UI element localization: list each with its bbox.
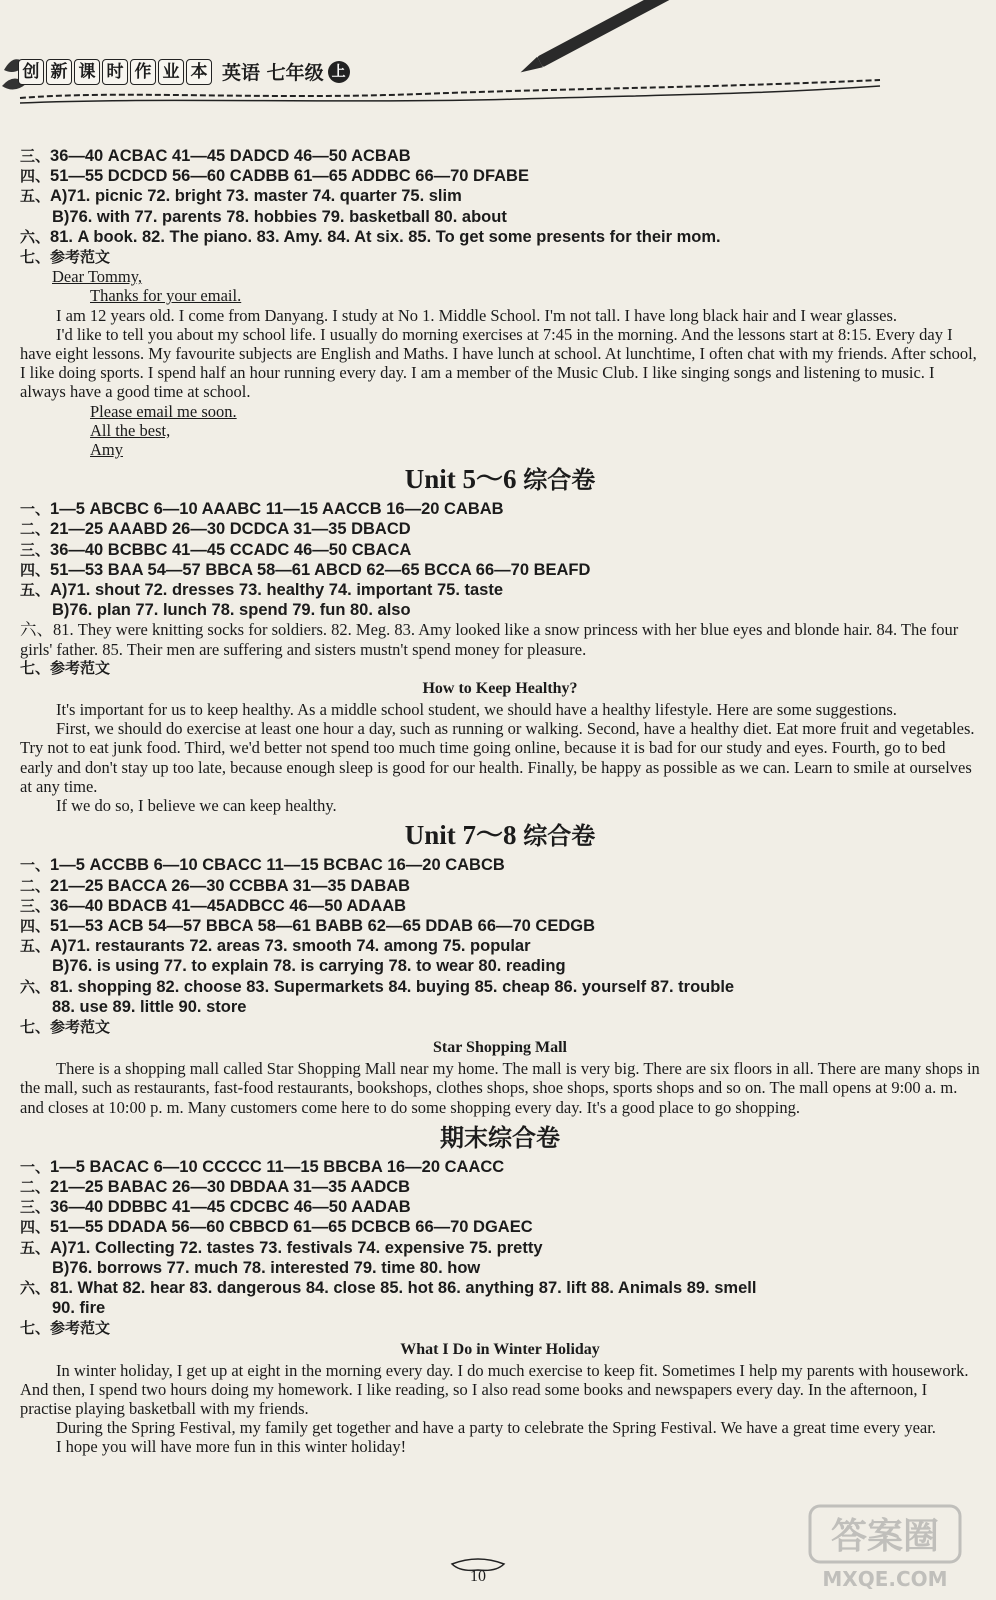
answer-line <box>20 1278 980 1298</box>
answer-line <box>20 997 980 1017</box>
letter-opening: Thanks for your email. <box>90 286 242 306</box>
answer-text: 88. use 89. little 90. store <box>52 997 247 1016</box>
answer-content <box>20 146 980 1457</box>
answer-text: A)71. Collecting 72. tastes 73. festivals 74. expensive 75. pretty <box>50 1238 543 1257</box>
question-section-label: 五、 <box>20 581 51 600</box>
final-title: 期末综合卷 <box>440 1123 560 1152</box>
answer-line <box>20 247 980 267</box>
question-section-label: 四、 <box>20 1218 51 1237</box>
answer-text: 参考范文 <box>50 249 111 267</box>
answer-text: 81. A book. 82. The piano. 83. Amy. 84. At six. 85. To get some presents for their mom. <box>50 227 721 246</box>
answer-line <box>20 1017 980 1037</box>
answer-text: 36—40 DDBBC 41—45 CDCBC 46—50 AADAB <box>50 1198 411 1217</box>
letter-closing-2: All the best, <box>90 420 171 440</box>
unit56-six: 六、81. They were knitting socks for soldiers. 82. Meg. 83. Amy looked like a snow princess with her blue eyes and blonde hair. 84. The four girls' father. 85. Their men are suffering and sisters mustn't spend money for pleasure. <box>20 620 959 659</box>
answer-text: 36—40 BDACB 41—45ADBCC 46—50 ADAAB <box>50 896 407 915</box>
question-section-label: 六、 <box>20 1278 51 1297</box>
answer-text: 21—25 BACCA 26—30 CCBBA 31—35 DABAB <box>50 876 411 895</box>
unit78-essay-title: Star Shopping Mall <box>433 1039 567 1057</box>
answer-line <box>20 1318 980 1338</box>
answer-text: 51—53 BAA 54—57 BBCA 58—61 ABCD 62—65 BCCA 66—70 BEAFD <box>50 560 591 579</box>
unit78-title: Unit 7～8 综合卷 <box>404 820 596 851</box>
answer-text: 90. fire <box>52 1299 106 1318</box>
unit56-answers <box>20 499 980 620</box>
answer-line <box>20 207 980 227</box>
brand-char: 新 <box>46 59 72 85</box>
question-section-label: 三、 <box>20 896 51 915</box>
letter-greeting: Dear Tommy, <box>52 267 143 287</box>
question-section-label: 二、 <box>20 1177 51 1196</box>
answer-line <box>20 560 980 580</box>
unit78-answers <box>20 855 980 1037</box>
answer-line <box>20 1217 980 1237</box>
page-header <box>0 0 996 110</box>
final-answers <box>20 1157 980 1339</box>
question-section-label: 七、 <box>20 1017 51 1036</box>
answer-text: 21—25 AAABD 26—30 DCDCA 31—35 DBACD <box>50 520 411 539</box>
answer-line <box>20 936 980 956</box>
answer-text: 1—5 BACAC 6—10 CCCCC 11—15 BBCBA 16—20 CAACC <box>50 1157 505 1176</box>
question-section-label: 六、 <box>20 977 51 996</box>
answer-text: 参考范文 <box>50 1320 111 1338</box>
question-section-label: 一、 <box>20 856 51 875</box>
question-section-label: 四、 <box>20 560 51 579</box>
answer-text: 81. What 82. hear 83. dangerous 84. close 85. hot 86. anything 87. lift 88. Animals 89. smell <box>50 1278 757 1297</box>
header-decoration <box>0 0 996 110</box>
answer-line <box>20 540 980 560</box>
answer-line <box>20 146 980 166</box>
answer-text: 36—40 ACBAC 41—45 DADCD 46—50 ACBAB <box>50 147 411 165</box>
brand-char: 时 <box>102 59 128 85</box>
answer-text: 51—55 DDADA 56—60 CBBCD 61—65 DCBCB 66—70 DGAEC <box>50 1218 533 1237</box>
answer-text: A)71. shout 72. dresses 73. healthy 74. important 75. taste <box>50 581 504 600</box>
question-section-label: 三、 <box>20 540 51 559</box>
answer-line <box>20 896 980 916</box>
letter-closing-1: Please email me soon. <box>90 401 237 421</box>
answer-line <box>20 519 980 539</box>
answer-line <box>20 855 980 875</box>
answer-text: 36—40 BCBBC 41—45 CCADC 46—50 CBACA <box>50 540 412 559</box>
answer-line <box>20 916 980 936</box>
answer-text: B)76. is using 77. to explain 78. is carrying 78. to wear 80. reading <box>52 957 566 976</box>
question-section-label: 二、 <box>20 876 51 895</box>
question-section-label: 一、 <box>20 1157 51 1176</box>
unit56-essay-p1: It's important for us to keep healthy. As a middle school student, we should have a healthy lifestyle. Here are some suggestions. <box>56 700 897 720</box>
brand-char: 本 <box>186 59 212 85</box>
brand-char: 业 <box>158 59 184 85</box>
letter-signature: Amy <box>90 440 123 460</box>
svg-text:答案圈: 答案圈 <box>830 1516 940 1557</box>
answer-text: 51—55 DCDCD 56—60 CADBB 61—65 ADDBC 66—70 DFABE <box>50 167 529 186</box>
final-essay-p3: I hope you will have more fun in this winter holiday! <box>56 1437 407 1457</box>
answer-line <box>20 1197 980 1217</box>
answer-line <box>20 977 980 997</box>
final-essay-title: What I Do in Winter Holiday <box>400 1340 600 1358</box>
answer-line <box>20 499 980 519</box>
question-section-label: 五、 <box>20 937 51 956</box>
question-section-label: 四、 <box>20 916 51 935</box>
answer-text: 参考范文 <box>50 1018 111 1036</box>
letter-paragraph-1: I am 12 years old. I come from Danyang. I study at No 1. Middle School. I'm not tall. I have long black hair and I wear glasses. <box>56 305 898 325</box>
unit4-answers <box>20 146 980 267</box>
svg-text:MXQE.COM: MXQE.COM <box>822 1567 948 1591</box>
answer-line <box>20 876 980 896</box>
answer-text: B)76. borrows 77. much 78. interested 79. time 80. how <box>52 1258 481 1277</box>
question-section-label: 三、 <box>20 1198 51 1217</box>
answer-line <box>20 1177 980 1197</box>
watermark-logo <box>806 1500 976 1595</box>
question-section-label: 二、 <box>20 520 51 539</box>
stamp-icon <box>806 1500 976 1595</box>
answer-text: 81. shopping 82. choose 83. Supermarkets 84. buying 85. cheap 86. yourself 87. trouble <box>50 977 735 996</box>
answer-line <box>20 1258 980 1278</box>
answer-line <box>20 956 980 976</box>
answer-text: 21—25 BABAC 26—30 DBDAA 31—35 AADCB <box>50 1177 411 1196</box>
answer-line <box>20 580 980 600</box>
letter-paragraph-2: I'd like to tell you about my school life. I usually do morning exercises at 7:45 in the morning. And the lessons start at 8:15. Every day I have eight lessons. My favourite subjects are English and Maths. I have lunch at school. At lunchtime, I often chat with my friends. After school, I like doing sports. I spend half an hour running every day. I am a member of the Music Club. I like singing songs and listening to music. I always have a good time at school. <box>20 324 977 402</box>
answer-line <box>20 1238 980 1258</box>
question-section-label: 五、 <box>20 1238 51 1257</box>
pencil-icon <box>518 0 834 78</box>
question-section-label: 七、 <box>20 248 51 267</box>
question-section-label: 七、 <box>20 1319 51 1338</box>
subject-grade: 英语 七年级 <box>222 62 324 84</box>
question-section-label: 三、 <box>20 147 51 165</box>
question-section-label: 四、 <box>20 167 51 186</box>
answer-text: B)76. plan 77. lunch 78. spend 79. fun 80. also <box>52 601 411 620</box>
final-essay-p1: In winter holiday, I get up at eight in the morning every day. I do much exercise to keep fit. Sometimes I help my parents with housework. And then, I spend two hours doing my homework. I like reading, so I also read some books and newspapers every day. In the afternoon, I practise playing basketball with my friends. <box>20 1360 969 1418</box>
unit56-title: Unit 5～6 综合卷 <box>404 464 596 495</box>
answer-text: 1—5 ABCBC 6—10 AAABC 11—15 AACCB 16—20 CABAB <box>50 500 504 519</box>
answer-text: 1—5 ACCBB 6—10 CBACC 11—15 BCBAC 16—20 CABCB <box>50 856 505 875</box>
answer-text: B)76. with 77. parents 78. hobbies 79. basketball 80. about <box>52 207 507 226</box>
brand-char: 创 <box>18 59 44 85</box>
answer-line <box>20 166 980 186</box>
answer-text: 51—53 ACB 54—57 BBCA 58—61 BABB 62—65 DDAB 66—70 CEDGB <box>50 916 596 935</box>
brand-char: 课 <box>74 59 100 85</box>
question-section-label: 一、 <box>20 500 51 519</box>
answer-line <box>20 227 980 247</box>
unit78-essay-p1: There is a shopping mall called Star Shopping Mall near my home. The mall is very big. There are six floors in all. There are many shops in the mall, such as restaurants, fast-food restaurants, bookshops, clothes shops, shoe shops, sports shops and so on. The mall opens at 9:00 a. m. and closes at 10:00 p. m. Many customers come here to do some shopping every day. It's a good place to go shopping. <box>20 1059 980 1117</box>
unit56-essay-p2: First, we should do exercise at least one hour a day, such as running or walking. Second, have a healthy diet. Eat more fruit and vegetables. Try not to eat junk food. Third, we'd better not spend too much time going online, because it is bad for our study and eyes. Fourth, go to bed early and don't stay up too late, because enough sleep is good for our health. Finally, be happy as possible as we can. Learn to smile at ourselves at any time. <box>20 719 975 796</box>
question-section-label: 五、 <box>20 187 51 206</box>
page-number: 10 <box>448 1558 508 1594</box>
unit56-seven: 七、参考范文 <box>20 658 111 677</box>
answer-line <box>20 186 980 206</box>
answer-line <box>20 600 980 620</box>
unit56-essay-title: How to Keep Healthy? <box>422 680 578 698</box>
volume-badge: 上 <box>328 61 350 83</box>
brand-char: 作 <box>130 59 156 85</box>
answer-text: A)71. restaurants 72. areas 73. smooth 74. among 75. popular <box>50 937 531 956</box>
series-brand <box>18 58 350 85</box>
series-title <box>18 59 214 85</box>
unit56-essay-p3: If we do so, I believe we can keep healthy. <box>56 796 337 816</box>
final-essay-p2: During the Spring Festival, my family get together and have a party to celebrate the Spring Festival. We have a great time every year. <box>56 1418 936 1438</box>
answer-text: A)71. picnic 72. bright 73. master 74. quarter 75. slim <box>50 187 462 206</box>
answer-line <box>20 1157 980 1177</box>
answer-line <box>20 1298 980 1318</box>
question-section-label: 六、 <box>20 227 51 246</box>
